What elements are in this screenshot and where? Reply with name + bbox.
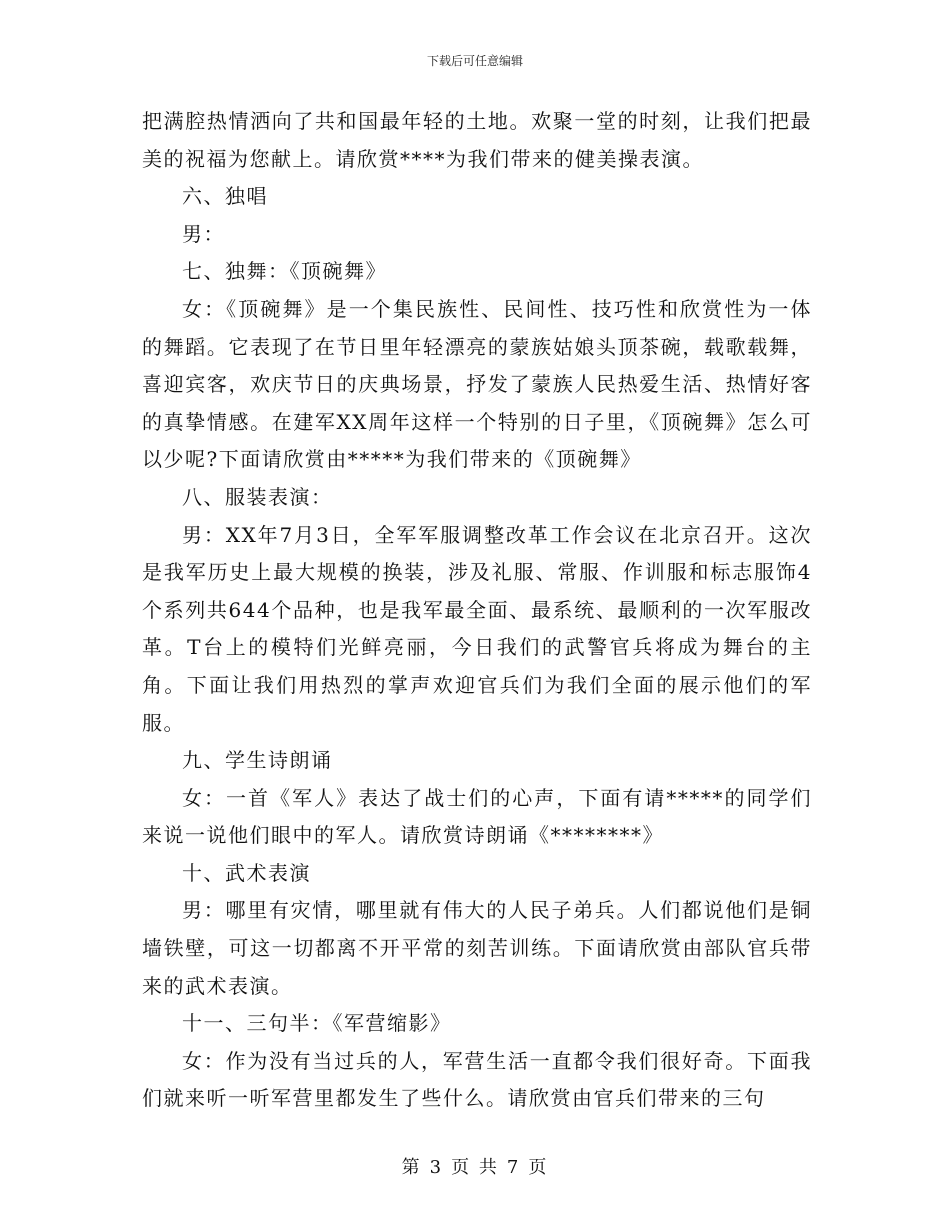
paragraph: 把满腔热情洒向了共和国最年轻的土地。欢聚一堂的时刻，让我们把最美的祝福为您献上。请欣赏****为我们带来的健美操表演。 bbox=[142, 109, 812, 171]
footer-label-of: 页 共 bbox=[451, 1157, 499, 1178]
section-heading: 十、武术表演 bbox=[182, 860, 311, 885]
section-heading: 十一、三句半：《军营缩影》 bbox=[182, 1011, 452, 1036]
page-header: 下载后可任意编辑 bbox=[426, 54, 523, 68]
total-pages-number: 7 bbox=[506, 1157, 521, 1178]
section-heading: 六、独唱 bbox=[182, 184, 268, 209]
section-heading: 八、服装表演： bbox=[182, 484, 333, 509]
paragraph: 男：哪里有灾情，哪里就有伟大的人民子弟兵。人们都说他们是铜墙铁壁，可这一切都离不开平常的刻苦训练。下面请欣赏由部队官兵带来的武术表演。 bbox=[142, 898, 812, 998]
paragraph: 女：一首《军人》表达了战士们的心声，下面有请*****的同学们来说一说他们眼中的军人。请欣赏诗朗诵《********》 bbox=[142, 785, 812, 848]
paragraph: 男： bbox=[182, 221, 225, 246]
document-body bbox=[142, 103, 812, 1118]
paragraph: 女：《顶碗舞》是一个集民族性、民间性、技巧性和欣赏性为一体的舞蹈。它表现了在节日里年轻漂亮的蒙族姑娘头顶茶碗，载歌载舞，喜迎宾客，欢庆节日的庆典场景，抒发了蒙族人民热爱生活、热情好客的真挚情感。在建军XX周年这样一个特别的日子里，《顶碗舞》怎么可以少呢?下面请欣赏由*****为我们带来的《顶碗舞》 bbox=[142, 296, 812, 472]
page-footer bbox=[0, 1153, 950, 1179]
footer-label-end: 页 bbox=[528, 1157, 549, 1178]
current-page-number: 3 bbox=[429, 1157, 444, 1178]
paragraph: 男：XX年7月3日，全军军服调整改革工作会议在北京召开。这次是我军历史上最大规模的换装，涉及礼服、常服、作训服和标志服饰4个系列共644个品种，也是我军最全面、最系统、最顺利的一次军服改革。T台上的模特们光鲜亮丽，今日我们的武警官兵将成为舞台的主角。下面让我们用热烈的掌声欢迎官兵们为我们全面的展示他们的军服。 bbox=[142, 522, 812, 735]
section-heading: 七、独舞：《顶碗舞》 bbox=[182, 259, 387, 284]
section-heading: 九、学生诗朗诵 bbox=[182, 748, 333, 773]
footer-label-page: 第 bbox=[401, 1157, 422, 1178]
paragraph: 女：作为没有当过兵的人，军营生活一直都令我们很好奇。下面我们就来听一听军营里都发生了些什么。请欣赏由官兵们带来的三句 bbox=[142, 1048, 812, 1111]
